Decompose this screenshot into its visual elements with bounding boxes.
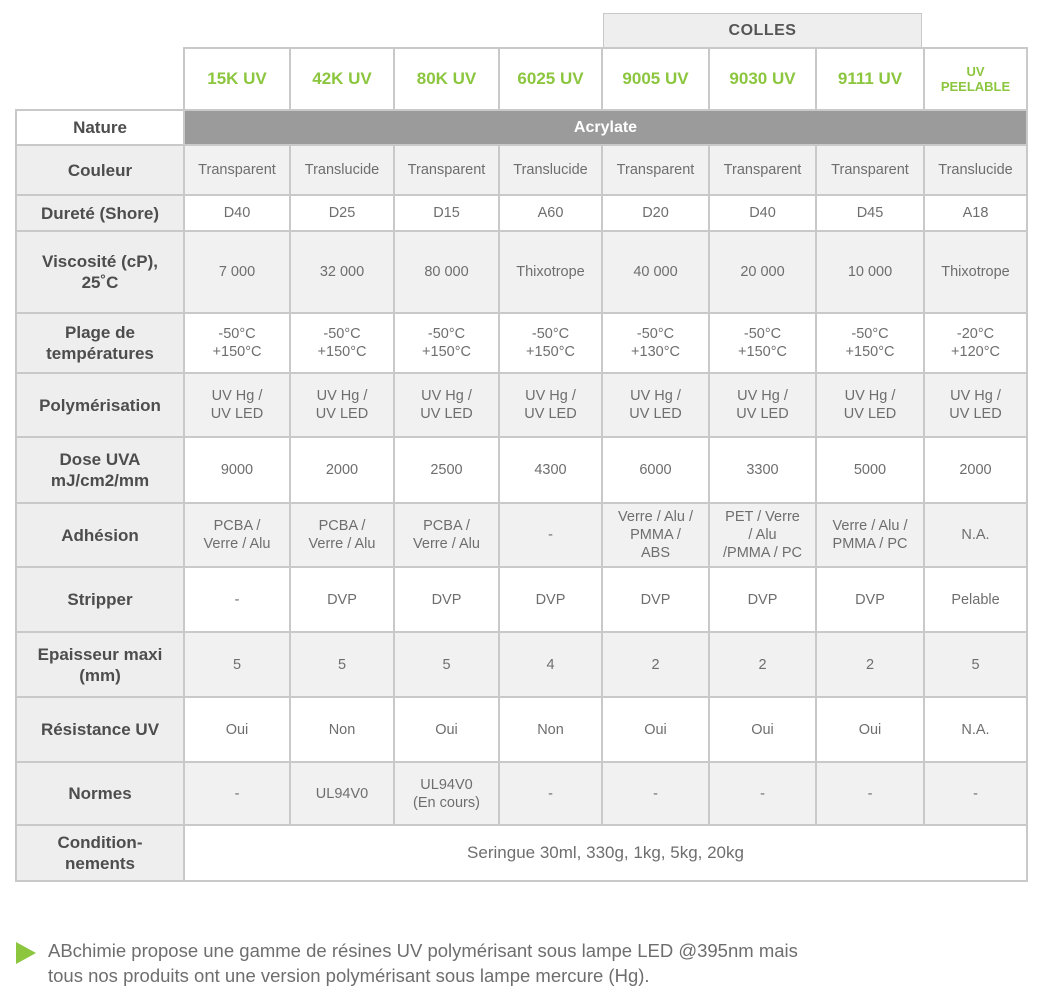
spec-cell: 5 <box>184 632 290 697</box>
spec-cell: -50°C +150°C <box>709 313 816 373</box>
spec-cell: 10 000 <box>816 231 924 313</box>
spec-cell: Oui <box>602 697 709 762</box>
spec-cell: 9000 <box>184 437 290 503</box>
nature-value-bar: Acrylate <box>184 110 1027 145</box>
play-triangle-icon <box>16 942 36 964</box>
corner-cell <box>16 48 184 110</box>
spec-cell: D40 <box>184 195 290 231</box>
spec-cell: D40 <box>709 195 816 231</box>
spec-cell: 2500 <box>394 437 499 503</box>
product-header: 80K UV <box>394 48 499 110</box>
row-label: Plage de températures <box>16 313 184 373</box>
spec-cell: UV Hg / UV LED <box>290 373 394 437</box>
spec-cell: Transparent <box>816 145 924 195</box>
row-label: Stripper <box>16 567 184 632</box>
spec-cell: - <box>184 762 290 825</box>
spec-cell: D15 <box>394 195 499 231</box>
spec-cell: Transparent <box>394 145 499 195</box>
spec-cell: Oui <box>184 697 290 762</box>
spec-cell: A18 <box>924 195 1027 231</box>
footnote <box>16 938 1016 988</box>
spec-cell: 4 <box>499 632 602 697</box>
row-label: Dose UVA mJ/cm2/mm <box>16 437 184 503</box>
product-header: 15K UV <box>184 48 290 110</box>
spec-cell: DVP <box>499 567 602 632</box>
row-label-nature: Nature <box>16 110 184 145</box>
row-label: Adhésion <box>16 503 184 567</box>
spec-cell: Oui <box>394 697 499 762</box>
spec-cell: -50°C +150°C <box>499 313 602 373</box>
spec-cell: UV Hg / UV LED <box>709 373 816 437</box>
spec-cell: Non <box>499 697 602 762</box>
spec-cell: 2 <box>709 632 816 697</box>
row-label: Viscosité (cP), 25˚C <box>16 231 184 313</box>
spec-cell: Translucide <box>924 145 1027 195</box>
colles-header: COLLES <box>603 13 922 47</box>
spec-cell: DVP <box>602 567 709 632</box>
spec-cell: DVP <box>816 567 924 632</box>
spec-cell: DVP <box>709 567 816 632</box>
row-label: Résistance UV <box>16 697 184 762</box>
spec-cell: Transparent <box>602 145 709 195</box>
spec-cell: 5 <box>924 632 1027 697</box>
product-header: 42K UV <box>290 48 394 110</box>
spec-cell: UV Hg / UV LED <box>816 373 924 437</box>
spec-cell: 40 000 <box>602 231 709 313</box>
spec-cell: PCBA / Verre / Alu <box>394 503 499 567</box>
spec-cell: -20°C +120°C <box>924 313 1027 373</box>
spec-cell: - <box>709 762 816 825</box>
spec-cell: 32 000 <box>290 231 394 313</box>
spec-cell: UV Hg / UV LED <box>924 373 1027 437</box>
spec-cell: Thixotrope <box>499 231 602 313</box>
spec-cell: Oui <box>816 697 924 762</box>
spec-cell: UV Hg / UV LED <box>184 373 290 437</box>
spec-cell: PCBA / Verre / Alu <box>184 503 290 567</box>
spec-cell: 3300 <box>709 437 816 503</box>
spec-cell: -50°C +150°C <box>290 313 394 373</box>
footnote-line-1: ABchimie propose une gamme de résines UV polymérisant sous lampe LED @395nm mais <box>48 940 798 961</box>
spec-cell: 5 <box>290 632 394 697</box>
spec-cell: Pelable <box>924 567 1027 632</box>
spec-cell: 4300 <box>499 437 602 503</box>
spec-cell: Transparent <box>184 145 290 195</box>
spec-cell: 2000 <box>290 437 394 503</box>
spec-cell: UV Hg / UV LED <box>499 373 602 437</box>
spec-cell: - <box>499 503 602 567</box>
spec-cell: Translucide <box>290 145 394 195</box>
spec-cell: Verre / Alu / PMMA / PC <box>816 503 924 567</box>
product-header: 9111 UV <box>816 48 924 110</box>
spec-cell: 2 <box>816 632 924 697</box>
spec-cell: UV Hg / UV LED <box>394 373 499 437</box>
spec-cell: Oui <box>709 697 816 762</box>
spec-cell: - <box>184 567 290 632</box>
spec-cell: DVP <box>394 567 499 632</box>
spec-cell: D25 <box>290 195 394 231</box>
spec-cell: Thixotrope <box>924 231 1027 313</box>
spec-cell: -50°C +150°C <box>184 313 290 373</box>
spec-cell: 20 000 <box>709 231 816 313</box>
spec-cell: 2000 <box>924 437 1027 503</box>
spec-cell: N.A. <box>924 503 1027 567</box>
spec-cell: - <box>602 762 709 825</box>
spec-cell: -50°C +150°C <box>816 313 924 373</box>
spec-cell: -50°C +130°C <box>602 313 709 373</box>
spec-cell: Verre / Alu / PMMA / ABS <box>602 503 709 567</box>
spec-cell: 2 <box>602 632 709 697</box>
spec-cell: - <box>924 762 1027 825</box>
row-label: Epaisseur maxi (mm) <box>16 632 184 697</box>
spec-cell: - <box>816 762 924 825</box>
row-label: Dureté (Shore) <box>16 195 184 231</box>
conditionnements-value: Seringue 30ml, 330g, 1kg, 5kg, 20kg <box>184 825 1027 881</box>
spec-cell: UV Hg / UV LED <box>602 373 709 437</box>
spec-cell: Translucide <box>499 145 602 195</box>
row-label: Normes <box>16 762 184 825</box>
spec-cell: 80 000 <box>394 231 499 313</box>
product-header: 6025 UV <box>499 48 602 110</box>
spec-cell: D45 <box>816 195 924 231</box>
footnote-line-2: tous nos produits ont une version polymérisant sous lampe mercure (Hg). <box>48 965 650 986</box>
spec-cell: 7 000 <box>184 231 290 313</box>
spec-cell: D20 <box>602 195 709 231</box>
spec-cell: PET / Verre / Alu /PMMA / PC <box>709 503 816 567</box>
spec-cell: 5 <box>394 632 499 697</box>
spec-table <box>15 47 1028 882</box>
spec-cell: 5000 <box>816 437 924 503</box>
spec-cell: Non <box>290 697 394 762</box>
row-label: Polymérisation <box>16 373 184 437</box>
spec-cell: - <box>499 762 602 825</box>
spec-cell: Transparent <box>709 145 816 195</box>
spec-cell: -50°C +150°C <box>394 313 499 373</box>
spec-cell: A60 <box>499 195 602 231</box>
spec-cell: PCBA / Verre / Alu <box>290 503 394 567</box>
spec-cell: UL94V0 <box>290 762 394 825</box>
row-label: Couleur <box>16 145 184 195</box>
spec-cell: 6000 <box>602 437 709 503</box>
product-header: 9005 UV <box>602 48 709 110</box>
product-header: 9030 UV <box>709 48 816 110</box>
product-header: UV PEELABLE <box>924 48 1027 110</box>
row-label-conditionnements: Condition- nements <box>16 825 184 881</box>
spec-cell: UL94V0 (En cours) <box>394 762 499 825</box>
spec-cell: N.A. <box>924 697 1027 762</box>
spec-cell: DVP <box>290 567 394 632</box>
